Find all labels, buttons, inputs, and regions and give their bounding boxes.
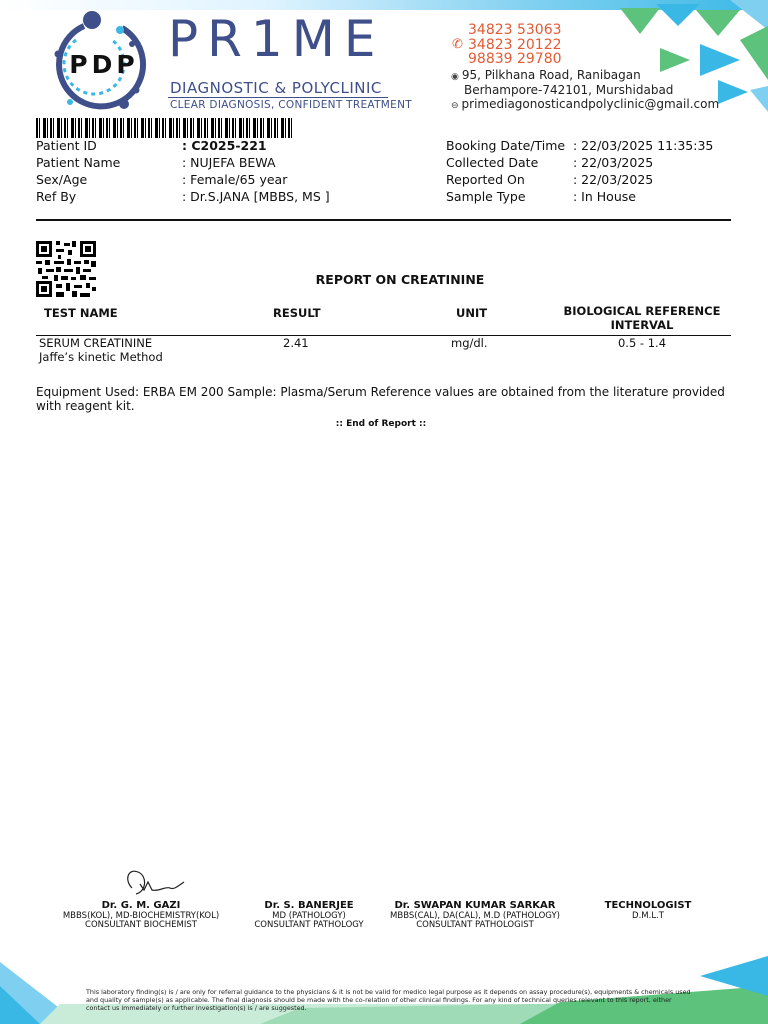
signatory-4	[592, 900, 704, 921]
signatory-3-degree: MBBS(CAL), DA(CAL), M.D (PATHOLOGY)	[390, 910, 560, 921]
email-address: primediagonosticandpolyclinic@gmail.com	[461, 97, 720, 111]
sex-age-value: : Female/65 year	[182, 172, 288, 187]
row-result: 2.41	[283, 336, 309, 350]
col-header-reference-line1: BIOLOGICAL REFERENCE	[563, 304, 721, 318]
sex-age-label: Sex/Age	[36, 172, 88, 187]
clinic-tagline: DIAGNOSTIC & POLYCLINIC	[170, 79, 382, 97]
ref-by-label: Ref By	[36, 189, 77, 204]
handwritten-signature	[118, 866, 190, 900]
signatory-2-name: Dr. S. BANERJEE	[264, 900, 354, 911]
col-header-test-name: TEST NAME	[44, 306, 118, 320]
sample-type-label: Sample Type	[446, 189, 526, 204]
qr-code	[36, 241, 96, 297]
col-header-reference-line2: INTERVAL	[610, 317, 674, 332]
patient-name-value: : NUJEFA BEWA	[182, 155, 276, 170]
signatory-2-title: CONSULTANT PATHOLOGY	[254, 920, 364, 931]
signatory-4-degree: D.M.L.T	[632, 910, 664, 921]
signatory-2	[236, 900, 382, 931]
equipment-note: Equipment Used: ERBA EM 200 Sample: Plasma/Serum Reference values are obtained from the literature provided with reagent kit.	[36, 385, 725, 414]
col-header-result: RESULT	[273, 306, 321, 320]
row-test-method: Jaffe’s kinetic Method	[39, 350, 163, 364]
email-row	[451, 98, 719, 111]
patient-id-label: Patient ID	[36, 138, 97, 153]
phone-number-3: 98839 29780	[468, 51, 562, 67]
email-icon: ⊖	[451, 101, 459, 111]
address-line-1	[451, 69, 641, 82]
patient-id-value: : C2025-221	[182, 138, 267, 153]
collected-value: : 22/03/2025	[573, 155, 654, 170]
row-reference: 0.5 - 1.4	[617, 336, 667, 350]
booking-label: Booking Date/Time	[446, 138, 566, 153]
report-title: REPORT ON CREATININE	[315, 272, 485, 287]
header-divider	[36, 219, 731, 221]
footer-disclaimer: This laboratory finding(s) is / are only for referral guidance to the physicians & it is not be valid for medico legal purpose as it depends on assay procedure(s), equipments & chemicals used and quality of sample(s) as applicable. The final diagnosis should be made with the co-relation of other clinical findings. For any kind of technical queries relevant to this report, either contact us immediately or further investigation(s) is / are suggested.	[86, 988, 691, 1012]
clinic-slogan: CLEAR DIAGNOSIS, CONFIDENT TREATMENT	[170, 99, 412, 111]
address-line-2: Berhampore-742101, Murshidabad	[464, 83, 674, 97]
tagline-divider	[168, 97, 388, 98]
location-pin-icon: ◉	[451, 72, 459, 82]
col-header-reference	[552, 305, 732, 333]
ref-by-value: : Dr.S.JANA [MBBS, MS ]	[182, 189, 330, 204]
signatory-4-name: TECHNOLOGIST	[604, 900, 692, 911]
signatory-3-name: Dr. SWAPAN KUMAR SARKAR	[394, 900, 556, 911]
reported-label: Reported On	[446, 172, 525, 187]
signatory-1	[50, 900, 232, 931]
reported-value: : 22/03/2025	[573, 172, 654, 187]
row-unit: mg/dl.	[451, 336, 488, 350]
address-line-1-text: 95, Pilkhana Road, Ranibagan	[461, 68, 641, 82]
logo-initials: PDP	[69, 50, 139, 79]
phone-number-2: 34823 20122	[468, 37, 562, 53]
signatory-3-title: CONSULTANT PATHOLOGIST	[416, 920, 534, 931]
patient-name-label: Patient Name	[36, 155, 121, 170]
signatory-1-degree: MBBS(KOL), MD-BIOCHEMISTRY(KOL)	[62, 910, 220, 921]
signatory-1-name: Dr. G. M. GAZI	[101, 900, 181, 911]
row-test-name: SERUM CREATININE	[39, 336, 153, 350]
phone-number-1: 34823 53063	[468, 22, 562, 38]
col-header-unit: UNIT	[456, 306, 488, 320]
patient-barcode	[36, 118, 294, 138]
signatory-3	[378, 900, 572, 931]
booking-value: : 22/03/2025 11:35:35	[573, 138, 714, 153]
collected-label: Collected Date	[446, 155, 539, 170]
signatory-1-title: CONSULTANT BIOCHEMIST	[85, 920, 197, 931]
brand-name: PR1ME	[168, 10, 385, 68]
end-of-report: :: End of Report ::	[335, 419, 427, 429]
signatory-2-degree: MD (PATHOLOGY)	[272, 910, 346, 921]
phone-icon: ✆	[452, 37, 463, 52]
sample-type-value: : In House	[573, 189, 636, 204]
